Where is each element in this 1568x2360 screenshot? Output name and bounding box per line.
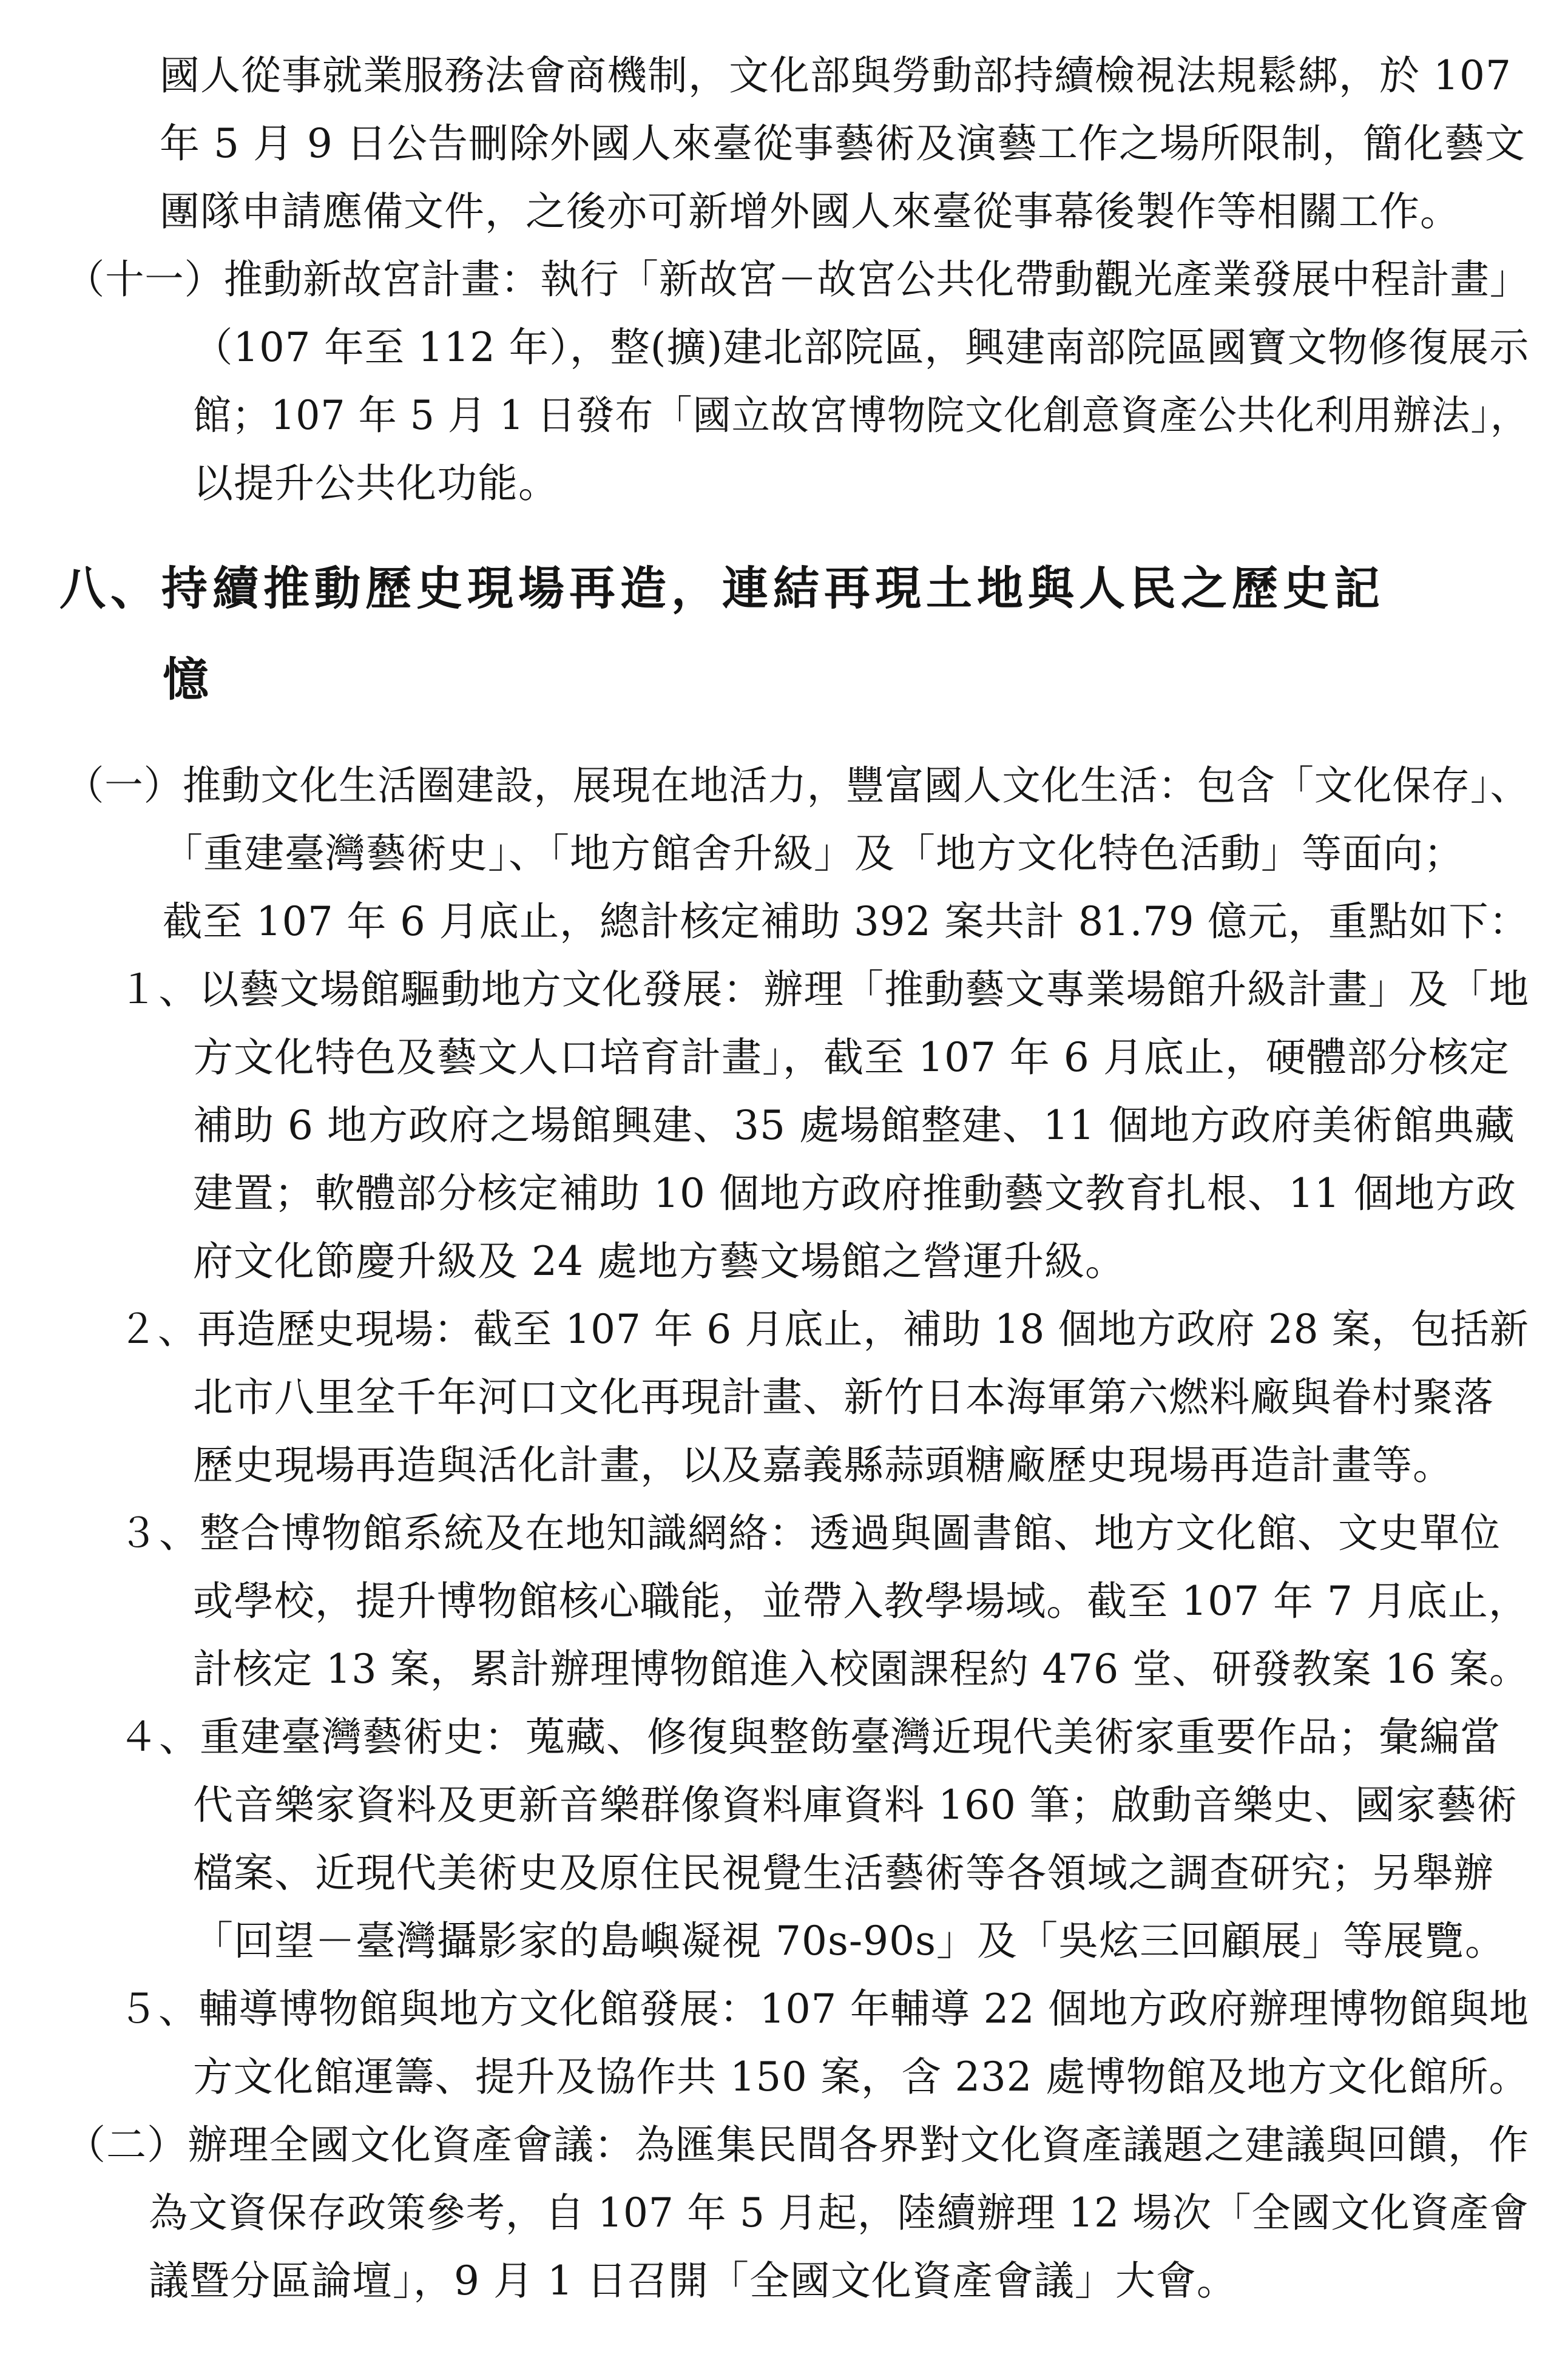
text-line: 建置；軟體部分核定補助 10 個地方政府推動藝文教育扎根、11 個地方政 bbox=[193, 1170, 1516, 1217]
text-line: 代音樂家資料及更新音樂群像資料庫資料 160 筆；啟動音樂史、國家藝術 bbox=[193, 1782, 1518, 1828]
text-line: （十一）推動新故宮計畫：執行「新故宮－故宮公共化帶動觀光產業發展中程計畫」 bbox=[66, 256, 1530, 303]
text-line: ３、整合博物館系統及在地知識網絡：透過與圖書館、地方文化館、文史單位 bbox=[118, 1510, 1501, 1557]
section-heading-line: 八、持續推動歷史現場再造，連結再現土地與人民之歷史記 bbox=[59, 561, 1385, 615]
text-line: 為文資保存政策參考，自 107 年 5 月起，陸續辦理 12 場次「全國文化資產會 bbox=[149, 2189, 1529, 2236]
text-line: ２、再造歷史現場：截至 107 年 6 月底止，補助 18 個地方政府 28 案，包括新 bbox=[118, 1306, 1529, 1353]
text-line: 或學校，提升博物館核心職能，並帶入教學場域。截至 107 年 7 月底止， bbox=[193, 1578, 1529, 1625]
text-line: 檔案、近現代美術史及原住民視覺生活藝術等各領域之調查研究；另舉辦 bbox=[193, 1850, 1494, 1896]
text-line: 議暨分區論壇」，9 月 1 日召開「全國文化資產會議」大會。 bbox=[149, 2257, 1237, 2304]
text-line: （二）辦理全國文化資產會議：為匯集民間各界對文化資產議題之建議與回饋，作 bbox=[66, 2122, 1529, 2168]
text-line: 北市八里坌千年河口文化再現計畫、新竹日本海軍第六燃料廠與眷村聚落 bbox=[193, 1374, 1494, 1421]
text-line: 館；107 年 5 月 1 日發布「國立故宮博物院文化創意資產公共化利用辦法」， bbox=[193, 392, 1529, 439]
section-heading-line: 憶 bbox=[163, 652, 214, 706]
text-line: ４、重建臺灣藝術史：蒐藏、修復與整飭臺灣近現代美術家重要作品；彙編當 bbox=[118, 1714, 1501, 1760]
text-line: 方文化館運籌、提升及協作共 150 案，含 232 處博物館及地方文化館所。 bbox=[193, 2054, 1529, 2100]
text-line: 府文化節慶升級及 24 處地方藝文場館之營運升級。 bbox=[193, 1238, 1126, 1285]
text-line: 年 5 月 9 日公告刪除外國人來臺從事藝術及演藝工作之場所限制，簡化藝文 bbox=[160, 120, 1526, 167]
text-line: 「重建臺灣藝術史」、「地方館舍升級」及「地方文化特色活動」等面向； bbox=[163, 830, 1464, 877]
text-line: １、以藝文場館驅動地方文化發展：辦理「推動藝文專業場館升級計畫」及「地 bbox=[118, 966, 1530, 1013]
text-line: （107 年至 112 年），整(擴)建北部院區，興建南部院區國寶文物修復展示 bbox=[193, 324, 1530, 371]
text-line: 計核定 13 案，累計辦理博物館進入校園課程約 476 堂、研發教案 16 案。 bbox=[193, 1646, 1529, 1692]
text-line: 國人從事就業服務法會商機制，文化部與勞動部持續檢視法規鬆綁，於 107 bbox=[160, 52, 1512, 99]
text-line: 截至 107 年 6 月底止，總計核定補助 392 案共計 81.79 億元，重點如下： bbox=[163, 898, 1529, 945]
text-line: 「回望－臺灣攝影家的島嶼凝視 70s-90s」及「吳炫三回顧展」等展覽。 bbox=[193, 1918, 1505, 1964]
text-line: ５、輔導博物館與地方文化館發展：107 年輔導 22 個地方政府辦理博物館與地 bbox=[118, 1986, 1529, 2032]
text-line: 補助 6 地方政府之場館興建、35 處場館整建、11 個地方政府美術館典藏 bbox=[193, 1102, 1515, 1149]
text-line: （一）推動文化生活圈建設，展現在地活力，豐富國人文化生活：包含「文化保存」、 bbox=[66, 762, 1529, 809]
text-line: 團隊申請應備文件，之後亦可新增外國人來臺從事幕後製作等相關工作。 bbox=[160, 188, 1461, 235]
text-line: 以提升公共化功能。 bbox=[193, 460, 559, 507]
text-line: 歷史現場再造與活化計畫，以及嘉義縣蒜頭糖廠歷史現場再造計畫等。 bbox=[193, 1442, 1453, 1489]
text-line: 方文化特色及藝文人口培育計畫」，截至 107 年 6 月底止，硬體部分核定 bbox=[193, 1034, 1510, 1081]
